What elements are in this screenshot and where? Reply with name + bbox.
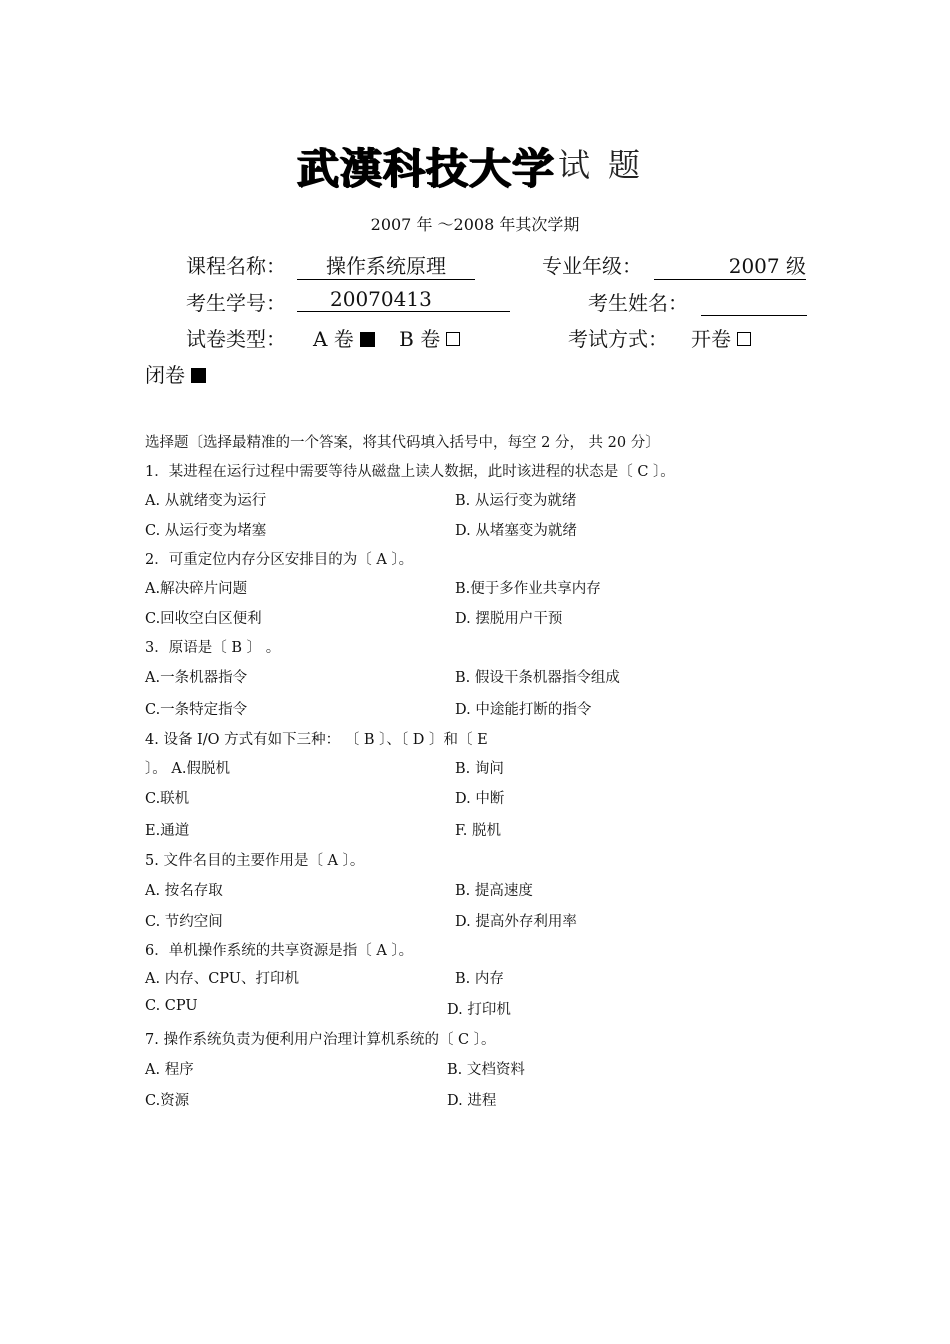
q4-stem-continued-option-a: 〕。 A.假脱机 [145,761,230,777]
q4-option-e: E.通道 [145,823,190,839]
q4-option-b: B. 询问 [455,761,504,777]
paper-type-label: 试卷类型： [186,327,286,351]
q7-option-b: B. 文档资料 [447,1062,525,1078]
major-value: 2007 级 [654,250,806,280]
question-7-stem: 7. 操作系统负责为便利用户治理计算机系统的〔 C 〕。 [145,1032,496,1048]
checkbox-empty-icon [737,332,751,346]
student-name-value [701,287,807,316]
open-book-label: 开卷 [691,327,731,351]
q3-option-b: B. 假设干条机器指令组成 [455,670,620,686]
q4-option-d: D. 中断 [455,791,505,807]
checkbox-filled-icon [360,332,375,347]
q1-option-c: C. 从运行变为堵塞 [145,523,267,539]
q6-option-a: A. 内存、CPU、打印机 [145,971,300,987]
closed-book-label: 闭卷 [145,363,185,387]
closed-book-option [145,359,212,388]
student-id-label: 考生学号： [186,291,286,315]
paper-type-options [313,323,466,352]
checkbox-filled-icon [191,368,206,383]
q2-option-d: D. 摆脱用户干预 [455,611,563,627]
exam-mode-label: 考试方式： [568,327,668,351]
q7-option-c: C.资源 [145,1093,190,1109]
question-4-stem: 4. 设备 I/O 方式有如下三种： 〔 B 〕、〔 D 〕和〔 E [145,732,488,748]
q5-option-b: B. 提高速度 [455,883,533,899]
q2-option-c: C.回收空白区便利 [145,611,262,627]
q6-option-b: B. 内存 [455,971,504,987]
checkbox-empty-icon [446,332,460,346]
q3-option-c: C.一条特定指令 [145,702,248,718]
q3-option-d: D. 中途能打断的指令 [455,702,592,718]
open-book-option [691,323,757,352]
q3-option-a: A.一条机器指令 [145,670,248,686]
major-label: 专业年级： [542,254,642,278]
q4-option-c: C.联机 [145,791,190,807]
q7-option-a: A. 程序 [145,1062,194,1078]
paper-a-label: A 卷 [313,327,354,351]
section-instruction: 选择题〔选择最精准的一个答案，将其代码填入括号中，每空 2 分， 共 20 分〕 [145,435,660,451]
paper-b-label: B 卷 [399,327,441,351]
question-6-stem: 6．单机操作系统的共享资源是指〔 A 〕。 [145,943,414,959]
semester-line: 2007 年 ～2008 年其次学期 [370,215,580,234]
q6-option-d: D. 打印机 [447,1002,511,1018]
course-label: 课程名称： [186,254,286,278]
university-logo: 武漢科技大学 [297,144,556,193]
q6-option-c: C. CPU [145,998,198,1014]
q5-option-c: C. 节约空间 [145,914,223,930]
course-value: 操作系统原理 [297,250,475,280]
question-5-stem: 5. 文件名目的主要作用是〔 A 〕。 [145,853,365,869]
q5-option-a: A. 按名存取 [145,883,223,899]
student-name-label: 考生姓名： [588,291,688,315]
q2-option-a: A.解决碎片问题 [145,581,248,597]
exam-title: 试题 [558,146,659,184]
q1-option-d: D. 从堵塞变为就绪 [455,523,577,539]
q5-option-d: D. 提高外存利用率 [455,914,577,930]
q4-option-f: F. 脱机 [455,823,502,839]
student-id-value: 20070413 [297,287,510,312]
q7-option-d: D. 进程 [447,1093,497,1109]
q1-option-a: A. 从就绪变为运行 [145,493,267,509]
question-1-stem: 1．某进程在运行过程中需要等待从磁盘上读人数据，此时该进程的状态是〔 C 〕。 [145,464,675,480]
question-3-stem: 3．原语是〔 B 〕 。 [145,640,281,656]
q1-option-b: B. 从运行变为就绪 [455,493,577,509]
question-2-stem: 2．可重定位内存分区安排目的为〔 A 〕。 [145,552,414,568]
q2-option-b: B.便于多作业共享内存 [455,581,601,597]
